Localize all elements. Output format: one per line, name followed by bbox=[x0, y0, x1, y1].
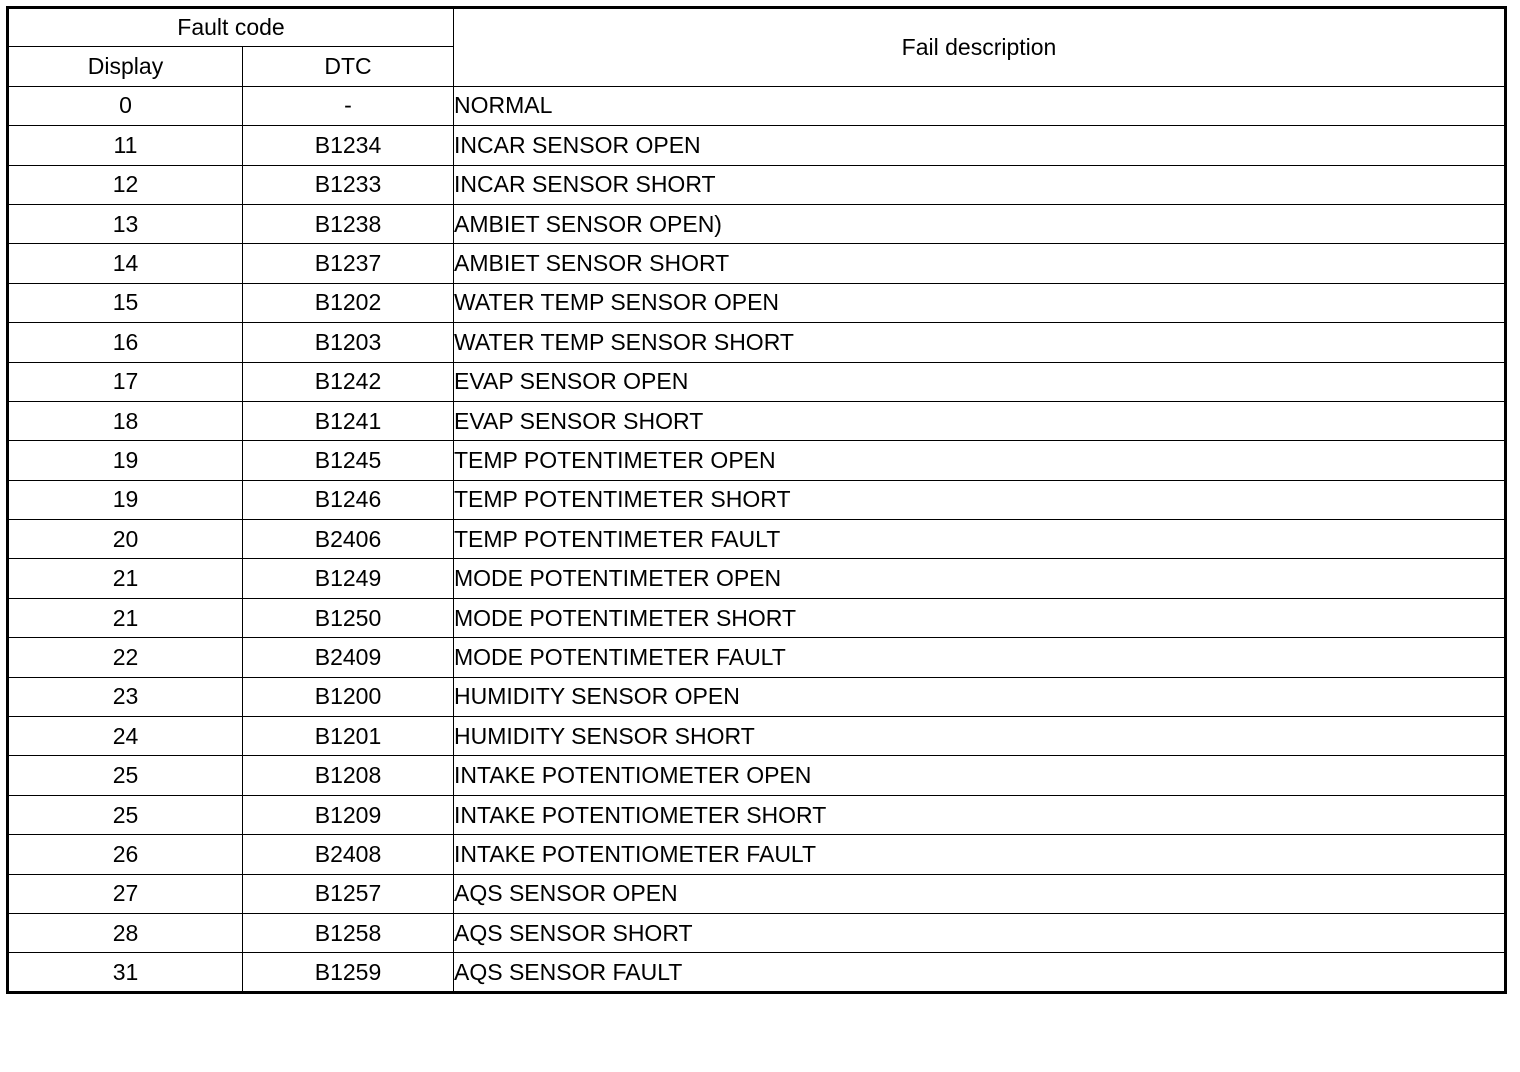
fail-description-cell: MODE POTENTIMETER OPEN bbox=[454, 559, 1506, 598]
fail-description-header: Fail description bbox=[454, 8, 1506, 87]
display-code-cell: 16 bbox=[8, 323, 243, 362]
fail-description-cell: NORMAL bbox=[454, 86, 1506, 125]
table-row bbox=[8, 441, 1506, 480]
fail-description-cell: MODE POTENTIMETER FAULT bbox=[454, 638, 1506, 677]
dtc-code-cell: B1259 bbox=[243, 953, 454, 992]
table-row bbox=[8, 401, 1506, 440]
dtc-code-cell: B1237 bbox=[243, 244, 454, 283]
display-code-cell: 25 bbox=[8, 795, 243, 834]
table-row bbox=[8, 677, 1506, 716]
display-code-cell: 0 bbox=[8, 86, 243, 125]
dtc-code-cell: B1202 bbox=[243, 283, 454, 322]
display-code-cell: 15 bbox=[8, 283, 243, 322]
fault-code-table bbox=[6, 6, 1507, 994]
fail-description-cell: AQS SENSOR SHORT bbox=[454, 913, 1506, 952]
fail-description-cell: HUMIDITY SENSOR SHORT bbox=[454, 717, 1506, 756]
table-row bbox=[8, 204, 1506, 243]
dtc-code-cell: B1203 bbox=[243, 323, 454, 362]
fail-description-cell: AMBIET SENSOR SHORT bbox=[454, 244, 1506, 283]
dtc-code-cell: B1246 bbox=[243, 480, 454, 519]
display-code-cell: 20 bbox=[8, 520, 243, 559]
table-row bbox=[8, 559, 1506, 598]
header-row-top bbox=[8, 8, 1506, 47]
table-row bbox=[8, 244, 1506, 283]
dtc-code-cell: B2408 bbox=[243, 835, 454, 874]
dtc-code-cell: B1201 bbox=[243, 717, 454, 756]
dtc-code-cell: B1209 bbox=[243, 795, 454, 834]
fail-description-cell: TEMP POTENTIMETER OPEN bbox=[454, 441, 1506, 480]
fail-description-cell: AQS SENSOR FAULT bbox=[454, 953, 1506, 992]
table-row bbox=[8, 283, 1506, 322]
dtc-code-cell: B1200 bbox=[243, 677, 454, 716]
table-body bbox=[8, 86, 1506, 992]
display-header: Display bbox=[8, 47, 243, 86]
fail-description-cell: MODE POTENTIMETER SHORT bbox=[454, 598, 1506, 637]
fail-description-cell: INTAKE POTENTIOMETER OPEN bbox=[454, 756, 1506, 795]
dtc-code-cell: B1233 bbox=[243, 165, 454, 204]
table-row bbox=[8, 835, 1506, 874]
table-row bbox=[8, 126, 1506, 165]
table-row bbox=[8, 913, 1506, 952]
display-code-cell: 31 bbox=[8, 953, 243, 992]
dtc-header: DTC bbox=[243, 47, 454, 86]
fail-description-cell: EVAP SENSOR OPEN bbox=[454, 362, 1506, 401]
display-code-cell: 19 bbox=[8, 480, 243, 519]
display-code-cell: 21 bbox=[8, 559, 243, 598]
fault-code-header: Fault code bbox=[8, 8, 454, 47]
dtc-code-cell: B1245 bbox=[243, 441, 454, 480]
table-row bbox=[8, 362, 1506, 401]
fail-description-cell: INCAR SENSOR SHORT bbox=[454, 165, 1506, 204]
table-row bbox=[8, 598, 1506, 637]
fail-description-cell: WATER TEMP SENSOR SHORT bbox=[454, 323, 1506, 362]
table-row bbox=[8, 86, 1506, 125]
display-code-cell: 25 bbox=[8, 756, 243, 795]
table-row bbox=[8, 756, 1506, 795]
table-row bbox=[8, 717, 1506, 756]
dtc-code-cell: B1241 bbox=[243, 401, 454, 440]
table-row bbox=[8, 520, 1506, 559]
table-row bbox=[8, 165, 1506, 204]
display-code-cell: 27 bbox=[8, 874, 243, 913]
display-code-cell: 26 bbox=[8, 835, 243, 874]
display-code-cell: 19 bbox=[8, 441, 243, 480]
display-code-cell: 23 bbox=[8, 677, 243, 716]
fail-description-cell: AQS SENSOR OPEN bbox=[454, 874, 1506, 913]
fail-description-cell: AMBIET SENSOR OPEN) bbox=[454, 204, 1506, 243]
fail-description-cell: HUMIDITY SENSOR OPEN bbox=[454, 677, 1506, 716]
fail-description-cell: TEMP POTENTIMETER FAULT bbox=[454, 520, 1506, 559]
fail-description-cell: INTAKE POTENTIOMETER SHORT bbox=[454, 795, 1506, 834]
dtc-code-cell: B1234 bbox=[243, 126, 454, 165]
dtc-code-cell: B1250 bbox=[243, 598, 454, 637]
dtc-code-cell: B1238 bbox=[243, 204, 454, 243]
table-row bbox=[8, 638, 1506, 677]
display-code-cell: 11 bbox=[8, 126, 243, 165]
dtc-code-cell: B2409 bbox=[243, 638, 454, 677]
display-code-cell: 13 bbox=[8, 204, 243, 243]
display-code-cell: 18 bbox=[8, 401, 243, 440]
dtc-code-cell: B1258 bbox=[243, 913, 454, 952]
display-code-cell: 12 bbox=[8, 165, 243, 204]
table-row bbox=[8, 795, 1506, 834]
dtc-code-cell: B1242 bbox=[243, 362, 454, 401]
display-code-cell: 17 bbox=[8, 362, 243, 401]
display-code-cell: 14 bbox=[8, 244, 243, 283]
fail-description-cell: WATER TEMP SENSOR OPEN bbox=[454, 283, 1506, 322]
dtc-code-cell: B2406 bbox=[243, 520, 454, 559]
display-code-cell: 28 bbox=[8, 913, 243, 952]
dtc-code-cell: B1208 bbox=[243, 756, 454, 795]
table-row bbox=[8, 874, 1506, 913]
fail-description-cell: TEMP POTENTIMETER SHORT bbox=[454, 480, 1506, 519]
display-code-cell: 24 bbox=[8, 717, 243, 756]
table-row bbox=[8, 323, 1506, 362]
dtc-code-cell: - bbox=[243, 86, 454, 125]
fail-description-cell: INTAKE POTENTIOMETER FAULT bbox=[454, 835, 1506, 874]
dtc-code-cell: B1249 bbox=[243, 559, 454, 598]
display-code-cell: 21 bbox=[8, 598, 243, 637]
fail-description-cell: EVAP SENSOR SHORT bbox=[454, 401, 1506, 440]
table-row bbox=[8, 953, 1506, 992]
dtc-code-cell: B1257 bbox=[243, 874, 454, 913]
fail-description-cell: INCAR SENSOR OPEN bbox=[454, 126, 1506, 165]
display-code-cell: 22 bbox=[8, 638, 243, 677]
table-header bbox=[8, 8, 1506, 87]
table-row bbox=[8, 480, 1506, 519]
